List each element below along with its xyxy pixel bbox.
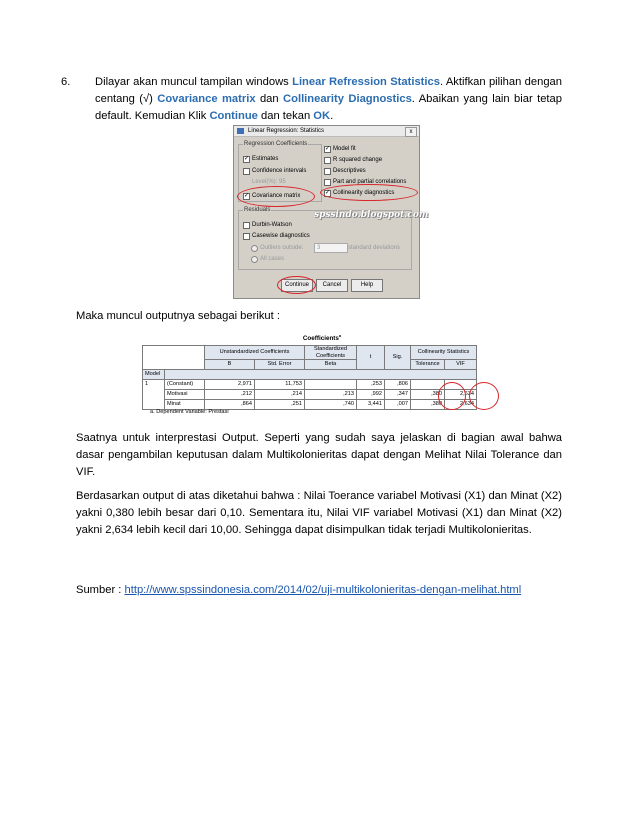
- level-value: 95: [279, 179, 286, 185]
- checkbox-icon[interactable]: [324, 157, 331, 164]
- highlight-collinearity: [320, 184, 418, 201]
- highlight-tolerance: [438, 382, 466, 410]
- output-intro: Maka muncul outputnya sebagai berikut :: [76, 310, 280, 322]
- group-label: Regression Coefficients: [244, 141, 308, 147]
- option-label: Part and partial correlations: [333, 179, 407, 185]
- step-number: 6.: [61, 76, 71, 88]
- interpretation-paragraph: Saatnya untuk interprestasi Output. Seperti yang sudah saya jelaskan di bagian awal bahwa dasar pengambilan keputusan dalam Multikolonieritas dapat dengan Melihat Nilai Tolerance dan VIF.: [76, 432, 562, 478]
- table-title-text: Coefficients: [302, 335, 339, 343]
- confidence-intervals-option[interactable]: [243, 167, 306, 175]
- header-t: t: [357, 346, 385, 370]
- radio-icon: [251, 256, 258, 263]
- std-dev-label: standard deviations: [348, 245, 401, 251]
- casewise-diagnostics-option[interactable]: [243, 232, 310, 240]
- app-icon: [237, 128, 244, 134]
- row-name: (Constant): [165, 380, 205, 390]
- checkbox-checked-icon[interactable]: ✓: [325, 189, 331, 196]
- row-name: Motivasi: [165, 390, 205, 400]
- cell-sig: ,347: [385, 390, 411, 400]
- step-text-1: Dilayar akan muncul tampilan windows: [95, 76, 293, 88]
- header-beta: Beta: [305, 360, 357, 370]
- keyword-covariance-matrix: Covariance matrix: [157, 93, 256, 105]
- option-label: Casewise diagnostics: [252, 233, 310, 239]
- table-row: [143, 370, 477, 380]
- step-text-2: . Aktifkan pilihan dengan centang (√): [95, 76, 562, 105]
- cell-vif: 2,634: [445, 390, 477, 400]
- cell-b: 2,971: [205, 380, 255, 390]
- cell-se: 11,753: [255, 380, 305, 390]
- source-line: [76, 584, 521, 596]
- cell-sig: ,806: [385, 380, 411, 390]
- header-std-error: Std. Error: [255, 360, 305, 370]
- conclusion-paragraph: Berdasarkan output di atas diketahui bahwa : Nilai Toerance variabel Motivasi (X1) dan Minat (X2) yakni 0,380 lebih besar dari 0,10. Sementara itu, Nilai VIF variabel Motivasi (X1) dan Minat (X2) yakni 2,634 lebih kecil dari 10,00. Sehingga dapat disimpulkan tidak terjadi Multikolonieritas.: [76, 490, 562, 536]
- cell-b: ,864: [205, 400, 255, 410]
- step-6-text: [95, 74, 562, 125]
- checkbox-checked-icon[interactable]: ✓: [244, 192, 250, 199]
- keyword-continue: Continue: [209, 110, 258, 122]
- option-label: Collinearity diagnostics: [333, 190, 395, 196]
- blank-header: [143, 346, 205, 370]
- cell-beta: ,213: [305, 390, 357, 400]
- table-title: [142, 333, 502, 342]
- row-name: Minat: [165, 400, 205, 410]
- table-row: [143, 400, 477, 410]
- highlight-covariance: [237, 186, 315, 207]
- option-label: Durbin-Watson: [252, 222, 292, 228]
- table-footnote: a. Dependent Variable: Prestasi: [150, 409, 229, 415]
- group-label: Residuals: [244, 207, 271, 213]
- descriptives-option[interactable]: [324, 167, 366, 175]
- keyword-linear-statistics: Linear Refression Statistics: [292, 76, 440, 88]
- header-row-1: [143, 346, 477, 360]
- header-spacer: [165, 370, 477, 380]
- table-row: [143, 390, 477, 400]
- option-label: Outliers outside:: [260, 245, 304, 251]
- close-button[interactable]: x: [405, 127, 417, 137]
- option-label: Confidence intervals: [252, 168, 307, 174]
- coefficients-table: [142, 333, 502, 417]
- header-model: Model: [143, 370, 165, 380]
- step-text-5: dan tekan: [257, 110, 314, 122]
- checkbox-icon[interactable]: [243, 233, 250, 240]
- all-cases-option: [251, 255, 284, 263]
- cell-sig: ,007: [385, 400, 411, 410]
- source-label: Sumber :: [76, 584, 125, 596]
- table-row: [143, 380, 477, 390]
- option-label: Descriptives: [333, 168, 366, 174]
- header-collinearity: Collinearity Statistics: [411, 346, 477, 360]
- level-label: Level(%):: [252, 179, 278, 185]
- help-button[interactable]: Help: [351, 279, 383, 292]
- option-label: Covariance matrix: [252, 193, 301, 199]
- radio-icon: [251, 245, 258, 252]
- cell-beta: ,740: [305, 400, 357, 410]
- header-tolerance: Tolerance: [411, 360, 445, 370]
- step-text-4: . Abaikan yang lain biar tetap default. Kemudian Klik: [95, 93, 562, 122]
- cancel-button[interactable]: Cancel: [316, 279, 348, 292]
- checkbox-checked-icon[interactable]: ✓: [325, 145, 331, 152]
- checkbox-icon[interactable]: [324, 168, 331, 175]
- cell-tol: ,380: [411, 400, 445, 410]
- level-option: [252, 178, 286, 186]
- cell-t: 3,441: [357, 400, 385, 410]
- durbin-watson-option[interactable]: [243, 221, 292, 229]
- highlight-vif: [469, 382, 499, 410]
- table-title-sup: a: [338, 333, 342, 338]
- cell-b: ,212: [205, 390, 255, 400]
- option-label: Estimates: [252, 156, 279, 162]
- step-text-6: .: [330, 110, 334, 122]
- model-fit-option[interactable]: [324, 145, 356, 153]
- watermark: spssindo.blogspot.com: [314, 210, 429, 220]
- dialog-title: Linear Regression: Statistics: [248, 128, 325, 134]
- cell-beta: [305, 380, 357, 390]
- option-label: Model fit: [333, 146, 356, 152]
- coefficients-grid: [142, 345, 477, 410]
- checkbox-icon[interactable]: [243, 168, 250, 175]
- continue-button[interactable]: Continue: [281, 279, 313, 292]
- source-link[interactable]: http://www.spssindonesia.com/2014/02/uji-multikolonieritas-dengan-melihat.html: [124, 584, 522, 596]
- cell-t: ,992: [357, 390, 385, 400]
- header-vif: VIF: [445, 360, 477, 370]
- option-label: R squared change: [333, 157, 383, 163]
- cell-se: ,214: [255, 390, 305, 400]
- cell-vif: 2,634: [445, 400, 477, 410]
- header-unstandardized: Unstandardized Coefficients: [205, 346, 305, 360]
- checkbox-icon[interactable]: [324, 179, 331, 186]
- highlight-continue: [277, 276, 316, 294]
- step-text-3: dan: [255, 93, 284, 105]
- header-b: B: [205, 360, 255, 370]
- model-number: 1: [143, 380, 165, 410]
- checkbox-checked-icon[interactable]: ✓: [244, 155, 250, 162]
- outliers-input: 3: [314, 243, 348, 253]
- keyword-ok: OK: [313, 110, 331, 122]
- cell-se: ,251: [255, 400, 305, 410]
- linear-regression-statistics-dialog: [233, 125, 429, 299]
- cell-tol: ,380: [411, 390, 445, 400]
- header-standardized: Standardized Coefficients: [305, 346, 357, 360]
- option-label: All cases: [260, 256, 285, 262]
- dialog-titlebar: [234, 126, 419, 137]
- r-squared-change-option[interactable]: [324, 156, 382, 164]
- keyword-collinearity: Collinearity Diagnostics: [283, 93, 412, 105]
- header-sig: Sig.: [385, 346, 411, 370]
- cell-t: ,253: [357, 380, 385, 390]
- checkbox-icon[interactable]: [243, 222, 250, 229]
- outliers-option: [251, 244, 303, 252]
- estimates-option[interactable]: [243, 155, 278, 163]
